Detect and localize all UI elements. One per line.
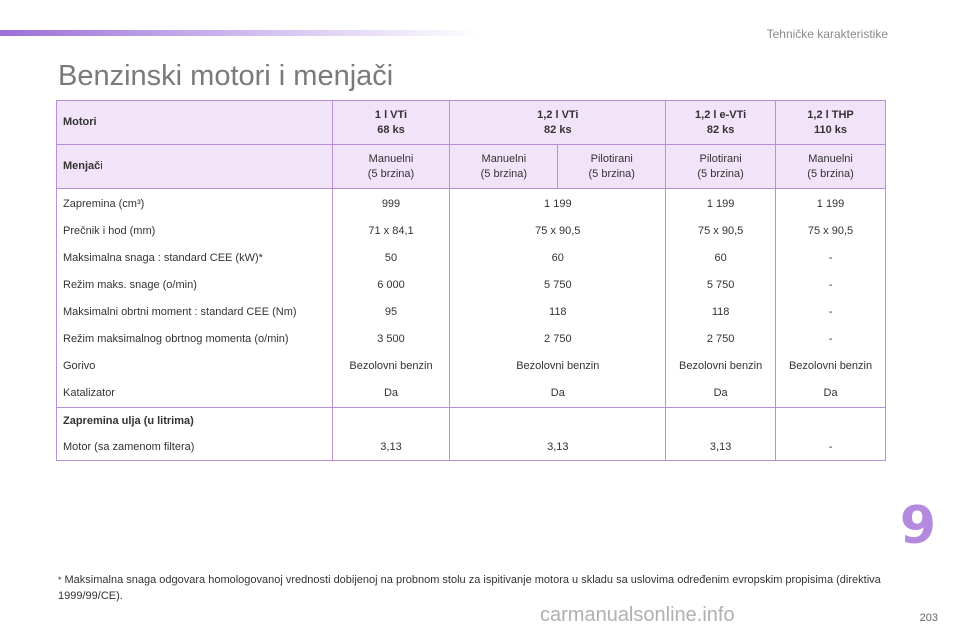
motor-header: 1 l VTi 68 ks	[332, 101, 450, 145]
spec-value: 75 x 90,5	[666, 218, 776, 245]
spec-value: 71 x 84,1	[332, 218, 450, 245]
spec-value: Bezolovni benzin	[776, 353, 886, 380]
spec-label: Gorivo	[57, 353, 333, 380]
oil-value: 3,13	[666, 434, 776, 461]
spec-value: 60	[666, 245, 776, 272]
spec-value: -	[776, 326, 886, 353]
gearbox-cell: Manuelni (5 brzina)	[776, 145, 886, 189]
footnote	[58, 572, 908, 604]
oil-section-label: Zapremina ulja (u litrima)	[57, 408, 333, 435]
gearbox-cell: Manuelni (5 brzina)	[450, 145, 558, 189]
spec-value: 50	[332, 245, 450, 272]
spec-label: Katalizator	[57, 380, 333, 408]
spec-value: 1 199	[776, 189, 886, 219]
spec-value: 75 x 90,5	[450, 218, 666, 245]
spec-value: 999	[332, 189, 450, 219]
spec-value: Bezolovni benzin	[332, 353, 450, 380]
oil-value: 3,13	[450, 434, 666, 461]
spec-value: -	[776, 299, 886, 326]
spec-label: Maksimalna snaga : standard CEE (kW)*	[57, 245, 333, 272]
spec-row	[57, 380, 886, 408]
spec-label: Maksimalni obrtni moment : standard CEE (Nm)	[57, 299, 333, 326]
spec-value: 2 750	[450, 326, 666, 353]
spec-value: Da	[776, 380, 886, 408]
oil-label: Motor (sa zamenom filtera)	[57, 434, 333, 461]
motors-label: Motori	[57, 101, 333, 145]
spec-value: 6 000	[332, 272, 450, 299]
spec-value: 75 x 90,5	[776, 218, 886, 245]
gearbox-cell: Pilotirani (5 brzina)	[666, 145, 776, 189]
spec-value: Bezolovni benzin	[450, 353, 666, 380]
oil-value: 3,13	[332, 434, 450, 461]
spec-label: Zapremina (cm³)	[57, 189, 333, 219]
spec-row	[57, 272, 886, 299]
spec-row	[57, 299, 886, 326]
spec-value: Da	[450, 380, 666, 408]
spec-value: 5 750	[666, 272, 776, 299]
oil-value: -	[776, 434, 886, 461]
footnote-marker: *	[58, 575, 62, 585]
footnote-text: Maksimalna snaga odgovara homologovanoj vrednosti dobijenoj na probnom stolu za ispitivanje motora u skladu sa uslovima određenim evropskim propisima (direktiva 1999/99/CE).	[58, 574, 881, 602]
spec-row	[57, 218, 886, 245]
spec-label: Prečnik i hod (mm)	[57, 218, 333, 245]
oil-section-row	[57, 408, 886, 435]
motor-header-row	[57, 101, 886, 145]
spec-value: 118	[450, 299, 666, 326]
gearbox-cell: Pilotirani (5 brzina)	[558, 145, 666, 189]
spec-value: Bezolovni benzin	[666, 353, 776, 380]
header-accent-bar	[0, 30, 480, 36]
spec-value: 60	[450, 245, 666, 272]
spec-row	[57, 189, 886, 219]
spec-value: 95	[332, 299, 450, 326]
spec-row	[57, 245, 886, 272]
gearbox-label: Menjači	[57, 145, 333, 189]
motor-header: 1,2 l THP 110 ks	[776, 101, 886, 145]
spec-row	[57, 326, 886, 353]
spec-value: 118	[666, 299, 776, 326]
page-number: 203	[919, 612, 938, 624]
section-header: Tehničke karakteristike	[766, 27, 888, 41]
chapter-number: 9	[899, 496, 936, 556]
spec-value: 2 750	[666, 326, 776, 353]
watermark: carmanualsonline.info	[540, 604, 735, 626]
spec-value: 5 750	[450, 272, 666, 299]
spec-row	[57, 353, 886, 380]
page-title: Benzinski motori i menjači	[58, 60, 394, 92]
spec-value: 3 500	[332, 326, 450, 353]
spec-value: 1 199	[666, 189, 776, 219]
motor-header: 1,2 l e-VTi 82 ks	[666, 101, 776, 145]
spec-value: -	[776, 245, 886, 272]
spec-value: Da	[666, 380, 776, 408]
spec-label: Režim maksimalnog obrtnog momenta (o/min)	[57, 326, 333, 353]
spec-label: Režim maks. snage (o/min)	[57, 272, 333, 299]
spec-value: -	[776, 272, 886, 299]
gearbox-cell: Manuelni (5 brzina)	[332, 145, 450, 189]
motor-header: 1,2 l VTi 82 ks	[450, 101, 666, 145]
spec-value: Da	[332, 380, 450, 408]
spec-value: 1 199	[450, 189, 666, 219]
gearbox-row	[57, 145, 886, 189]
engine-spec-table	[56, 100, 886, 461]
oil-row	[57, 434, 886, 461]
